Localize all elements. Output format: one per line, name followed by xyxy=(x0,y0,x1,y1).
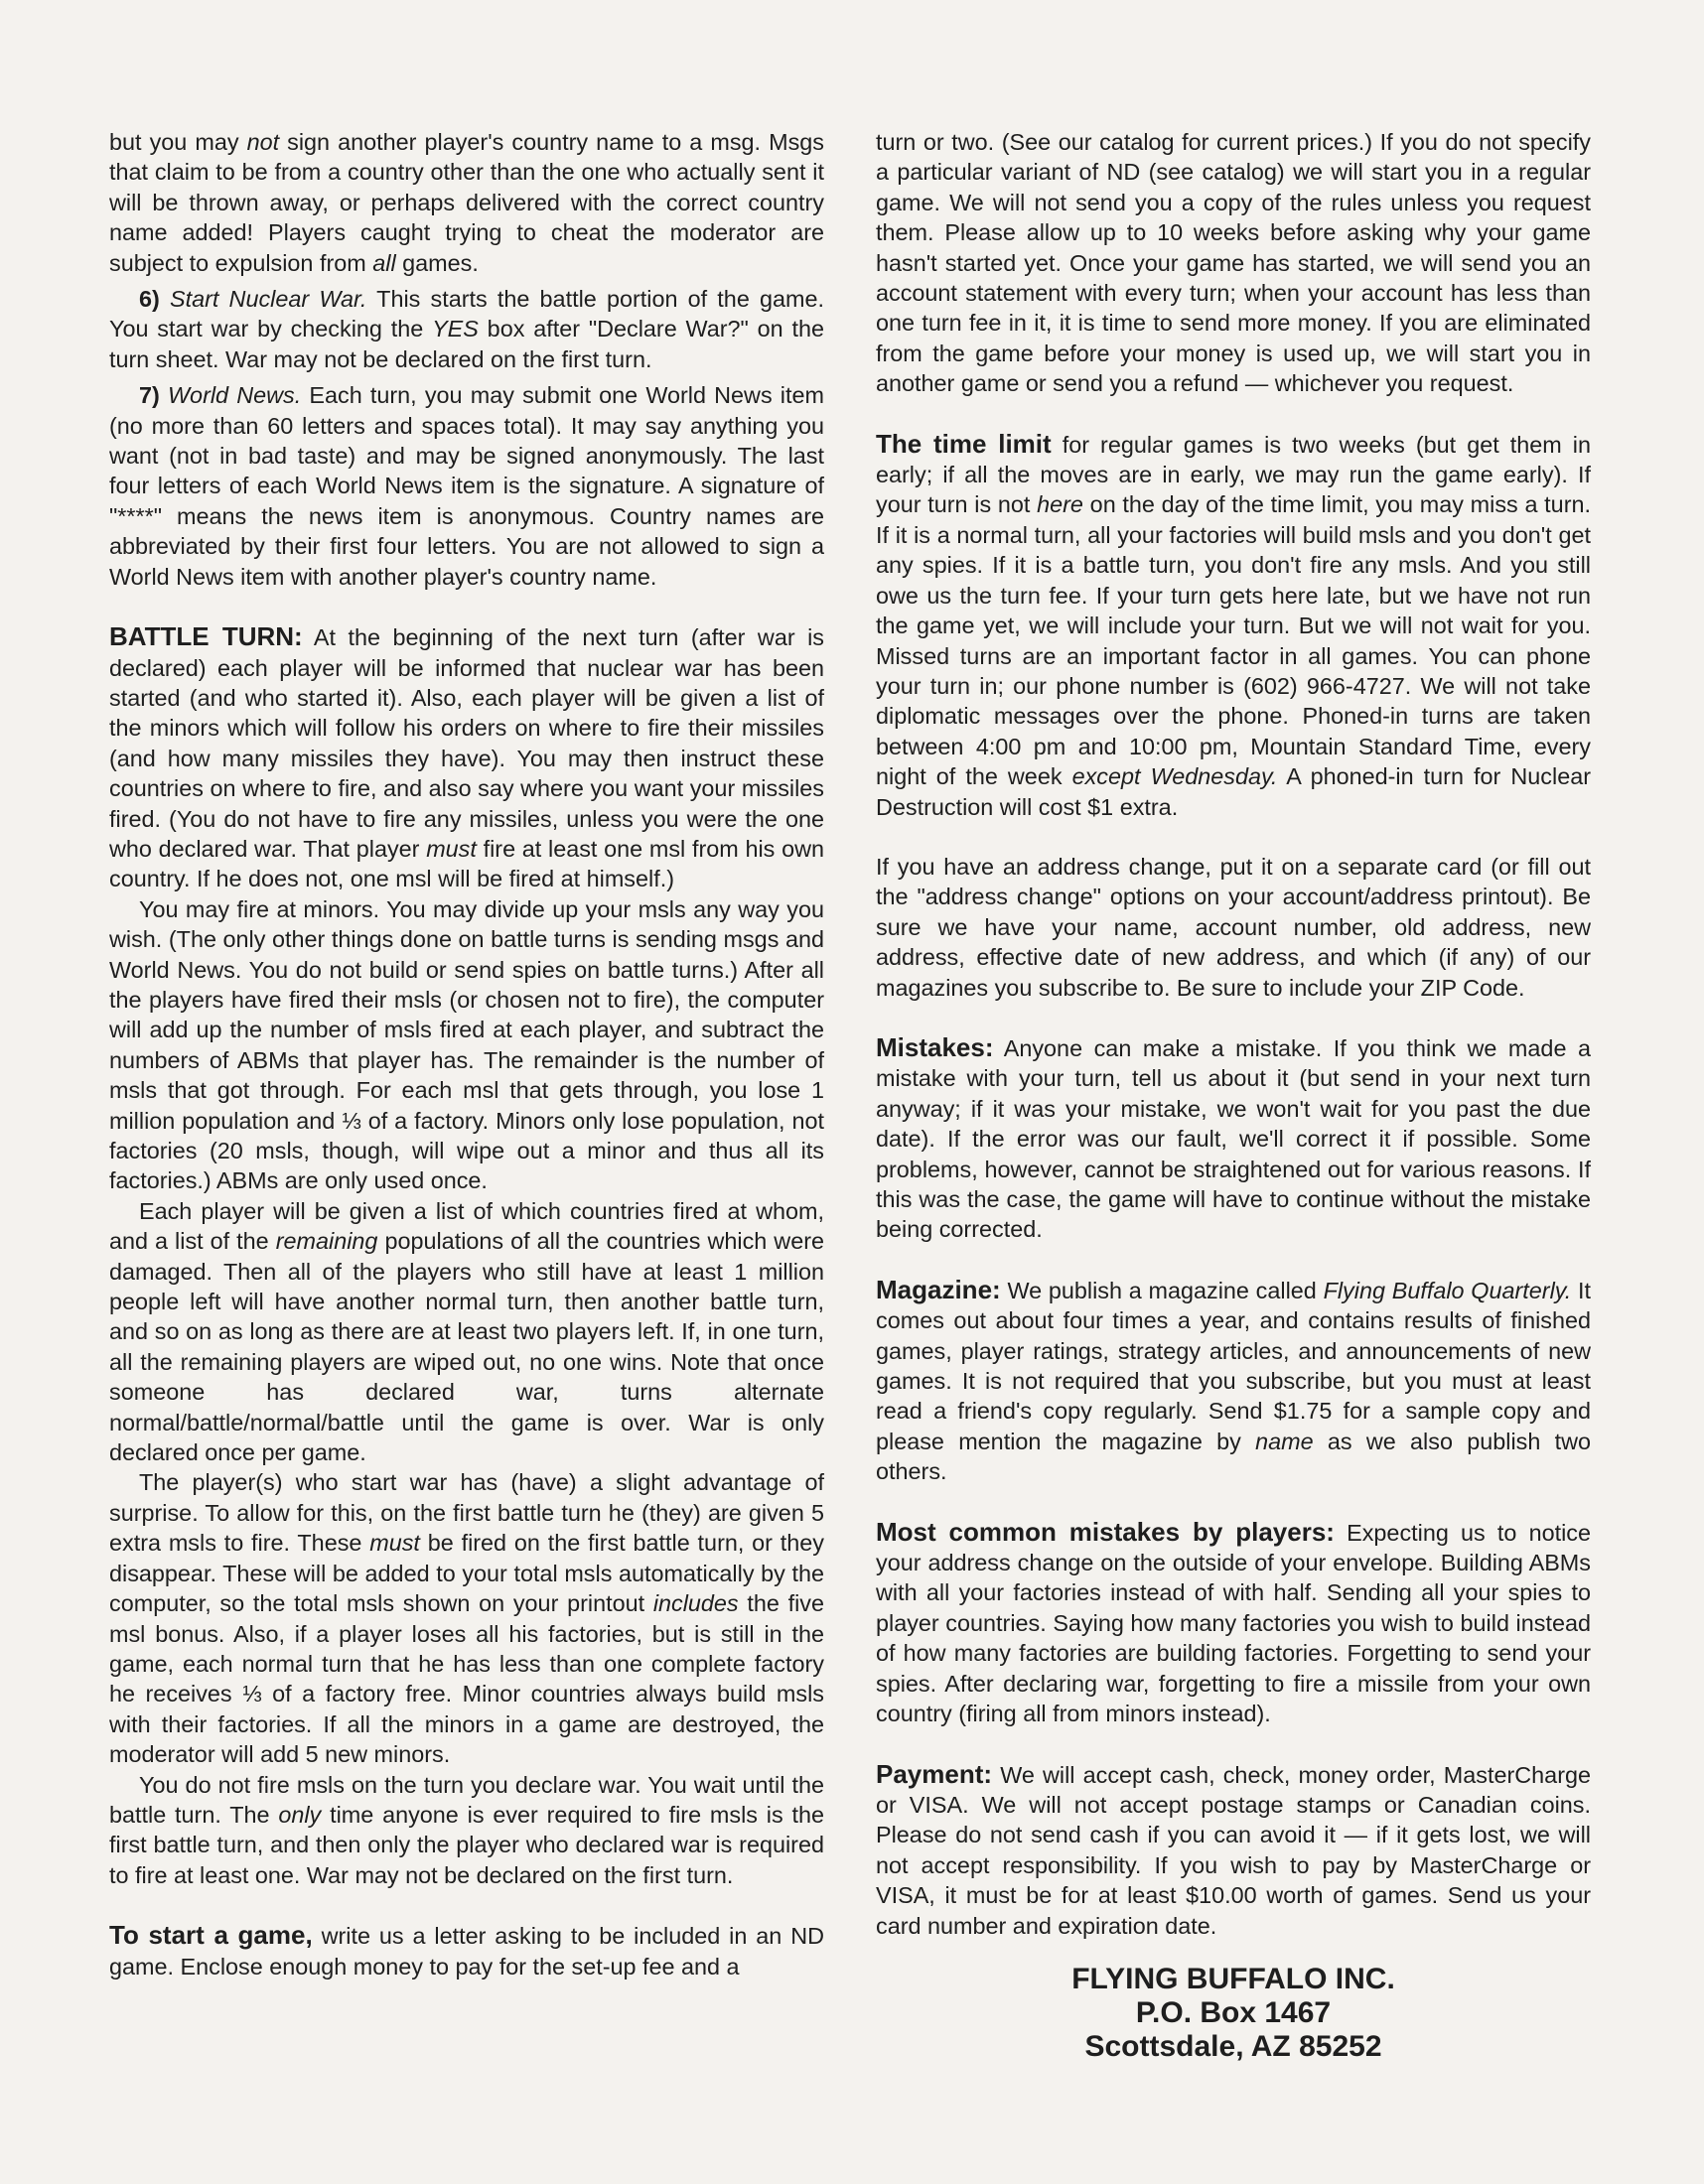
text: Each turn, you may submit one World News item (no more than 60 letters and spaces total). It may say anything you want (not in bad taste) and may be signed anonymously. The last four letters of each World News item is the signature. A signature of "****" means the news item is anonymous. Country names are abbreviated by their first four letters. You are not allowed to sign a World News item with another player's country name. xyxy=(109,382,824,590)
text-italic: Flying Buffalo Quarterly. xyxy=(1323,1277,1572,1303)
company-name: FLYING BUFFALO INC. xyxy=(1071,1962,1395,1995)
text: We will accept cash, check, money order, MasterCharge or VISA. We will not accept postage stamps or Canadian coins. Please do not send cash if you can avoid it — if it gets lost, we will not accept responsibility. If you wish to pay by MasterCharge or VISA, it must be for at least $10.00 worth of games. Send us your card number and expiration date. xyxy=(876,1761,1591,1939)
section-heading: To start a game, xyxy=(109,1920,313,1951)
text: sign another player's country name to a msg. Msgs that claim to be from a country other than the one who actually sent it will be thrown away, or perhaps delivered with the correct country name added! Players caught trying to cheat the moderator are subject to expulsion from xyxy=(109,129,824,276)
text: fire at least one msl from his own country. If he does not, one msl will be fired at himself.) xyxy=(109,835,824,892)
text: the five msl bonus. Also, if a player loses all his factories, but is still in the game, each normal turn that he has less than one complete factory he receives ⅓ of a factory free. Minor countries always build msls with their factories. If all the minors in a game are destroyed, the moderator will add 5 new minors. xyxy=(109,1590,824,1768)
text-italic: remaining xyxy=(275,1228,378,1255)
text-italic: all xyxy=(372,249,396,276)
text: for regular games is two weeks (but get them in early; if all the moves are in early, we may run the game early). If your turn is not xyxy=(876,431,1592,518)
text: be fired on the first battle turn, or they disappear. These will be added to your total msls automatically by the computer, so the total msls shown on your printout xyxy=(109,1530,824,1617)
text: time anyone is ever required to fire msls is the first battle turn, and then only the player who declared war is required to fire at least one. War may not be declared on the first turn. xyxy=(109,1801,824,1888)
text-italic: here xyxy=(1037,491,1083,518)
text-italic: not xyxy=(246,129,280,155)
text-italic: must xyxy=(426,835,477,862)
section-heading: Mistakes: xyxy=(876,1031,994,1062)
text: This starts the battle portion of the game. You start war by checking the xyxy=(109,286,825,342)
paragraph-firing-msls: You may fire at minors. You may divide up your msls any way you wish. (The only other things done on battle turns is sending msgs and World News. You do not build or send spies on battle turns.) After all the players have fired their msls (or chosen not to fire), the computer will add up the number of msls fired at each player, and subtract the numbers of ABMs that player has. The remainder is the number of msls that got through. For each msl that gets through, you lose 1 million population and ⅓ of a factory. Minors only lose population, not factories (20 msls, though, will wipe out a minor and thus all its factories.) ABMs are only used once. xyxy=(109,895,824,1194)
company-city: Scottsdale, AZ 85252 xyxy=(1084,2029,1382,2063)
text-italic: includes xyxy=(652,1590,739,1617)
section-heading: BATTLE TURN: xyxy=(109,621,303,652)
item-title: Start Nuclear War. xyxy=(169,286,367,313)
text: Each player will be given a list of which countries fired at whom, and a list of the xyxy=(109,1197,824,1255)
text: A phoned-in turn for Nuclear Destruction will cost $1 extra. xyxy=(876,763,1591,820)
section-mistakes xyxy=(876,1032,1591,1245)
paragraph-start-nuclear-war xyxy=(109,284,824,374)
text: box after "Declare War?" on the turn sheet. War may not be declared on the first turn. xyxy=(109,316,825,372)
text: We publish a magazine called xyxy=(1000,1277,1324,1303)
section-common-mistakes xyxy=(876,1517,1591,1729)
text: games. xyxy=(395,249,479,276)
section-battle-turn xyxy=(109,621,824,894)
text: It comes out about four times a year, and contains results of finished games, player ratings, strategy articles, and announcements of new games. It is not required that you subscribe, but you must at least read a friend's copy regularly. Send $1.75 for a sample copy and please mention the magazine by xyxy=(876,1277,1592,1454)
text: At the beginning of the next turn (after war is declared) each player will be informed that nuclear war has been started (and who started it). Also, each player will be given a list of the minors which will follow his orders on where to fire their missiles (and how many missiles they have). You may then instruct these countries on where to fire, and also say where you want your missiles fired. (You do not have to fire any missiles, unless you were the one who declared war. That player xyxy=(109,624,824,862)
text-italic: must xyxy=(369,1530,420,1557)
paragraph-start-continued: turn or two. (See our catalog for current prices.) If you do not specify a particular variant of ND (see catalog) we will start you in a regular game. We will not send you a copy of the rules unless you request them. Please allow up to 10 weeks before asking why your game hasn't started yet. Once your game has started, we will send you an account statement with every turn; when your account has less than one turn fee in it, it is time to send more money. If you are eliminated from the game before your money is used up, we will start you in another game or send you a refund — whichever you request. xyxy=(876,129,1591,397)
paragraph-damage-report xyxy=(109,1196,824,1468)
section-start-game xyxy=(109,1920,824,1981)
right-column xyxy=(876,127,1591,2064)
text-italic: except Wednesday. xyxy=(1071,763,1278,790)
text: Anyone can make a mistake. If you think we made a mistake with your turn, tell us about it (but send in your next turn anyway; if it was your mistake, we won't wait for you past the due date). If the error was our fault, we'll correct it if possible. Some problems, however, cannot be straightened out for various reasons. If this was the case, the game will have to continue without the mistake being corrected. xyxy=(876,1034,1591,1243)
section-time-limit xyxy=(876,429,1591,822)
text: on the day of the time limit, you may miss a turn. If it is a normal turn, all your factories will build msls and you don't get any spies. If it is a battle turn, you don't fire any msls. And you still owe us the turn fee. If your turn gets here late, but we have not run the game yet, we will include your turn. But we will not wait for you. Missed turns are an important factor in all games. You can phone your turn in; our phone number is (602) 966-4727. We will not take diplomatic messages over the phone. Phoned-in turns are taken between 4:00 pm and 10:00 pm, Mountain Standard Time, every night of the week xyxy=(876,491,1591,790)
item-number: 6) xyxy=(139,286,160,313)
section-payment xyxy=(876,1759,1591,1941)
section-heading: Payment: xyxy=(876,1758,993,1789)
paragraph-declare-war-turn xyxy=(109,1770,824,1891)
text: write us a letter asking to be included in an ND game. Enclose enough money to pay for the set-up fee and a xyxy=(109,1923,824,1979)
text-italic: only xyxy=(278,1801,322,1828)
paragraph-world-news xyxy=(109,380,824,592)
text-italic: YES xyxy=(432,316,479,342)
text: Expecting us to notice your address change on the outside of your envelope. Building ABMs with all your factories instead of with half. Sending all your spies to player countries. Saying how many factories you wish to build instead of how many factories are building factories. Forgetting to send your spies. After declaring war, forgetting to fire a missile from your own country (firing all from minors instead). xyxy=(876,1519,1591,1727)
section-address-change: If you have an address change, put it on a separate card (or fill out the "address change" options on your account/address printout). Be sure we have your name, account number, old address, new address, effective date of new address, and which (if any) of our magazines you subscribe to. Be sure to include your ZIP Code. xyxy=(876,853,1591,1001)
section-heading: Most common mistakes by players: xyxy=(876,1516,1335,1547)
item-title: World News. xyxy=(167,382,302,409)
item-number: 7) xyxy=(139,382,160,409)
text: You do not fire msls on the turn you declare war. You wait until the battle turn. The xyxy=(109,1771,824,1828)
company-po-box: P.O. Box 1467 xyxy=(1135,1995,1332,2029)
paragraph-surprise-advantage xyxy=(109,1467,824,1769)
section-heading: Magazine: xyxy=(876,1274,1001,1304)
paragraph-signing-rules xyxy=(109,127,824,278)
section-heading: The time limit xyxy=(876,428,1052,459)
text: as we also publish two others. xyxy=(876,1428,1592,1485)
text: but you may xyxy=(109,129,247,155)
section-magazine xyxy=(876,1275,1591,1487)
text: The player(s) who start war has (have) a slight advantage of surprise. To allow for this, on the first battle turn he (they) are given 5 extra msls to fire. These xyxy=(109,1469,824,1557)
left-column xyxy=(109,127,824,1981)
company-address xyxy=(876,1963,1591,2064)
text-italic: name xyxy=(1255,1428,1314,1454)
text: populations of all the countries which were damaged. Then all of the players who still have at least 1 million people left will have another normal turn, then another battle turn, and so on as long as there are at least two players left. If, in one turn, all the remaining players are wiped out, no one wins. Note that once someone has declared war, turns alternate normal/battle/normal/battle until the game is over. War is only declared once per game. xyxy=(109,1228,825,1466)
